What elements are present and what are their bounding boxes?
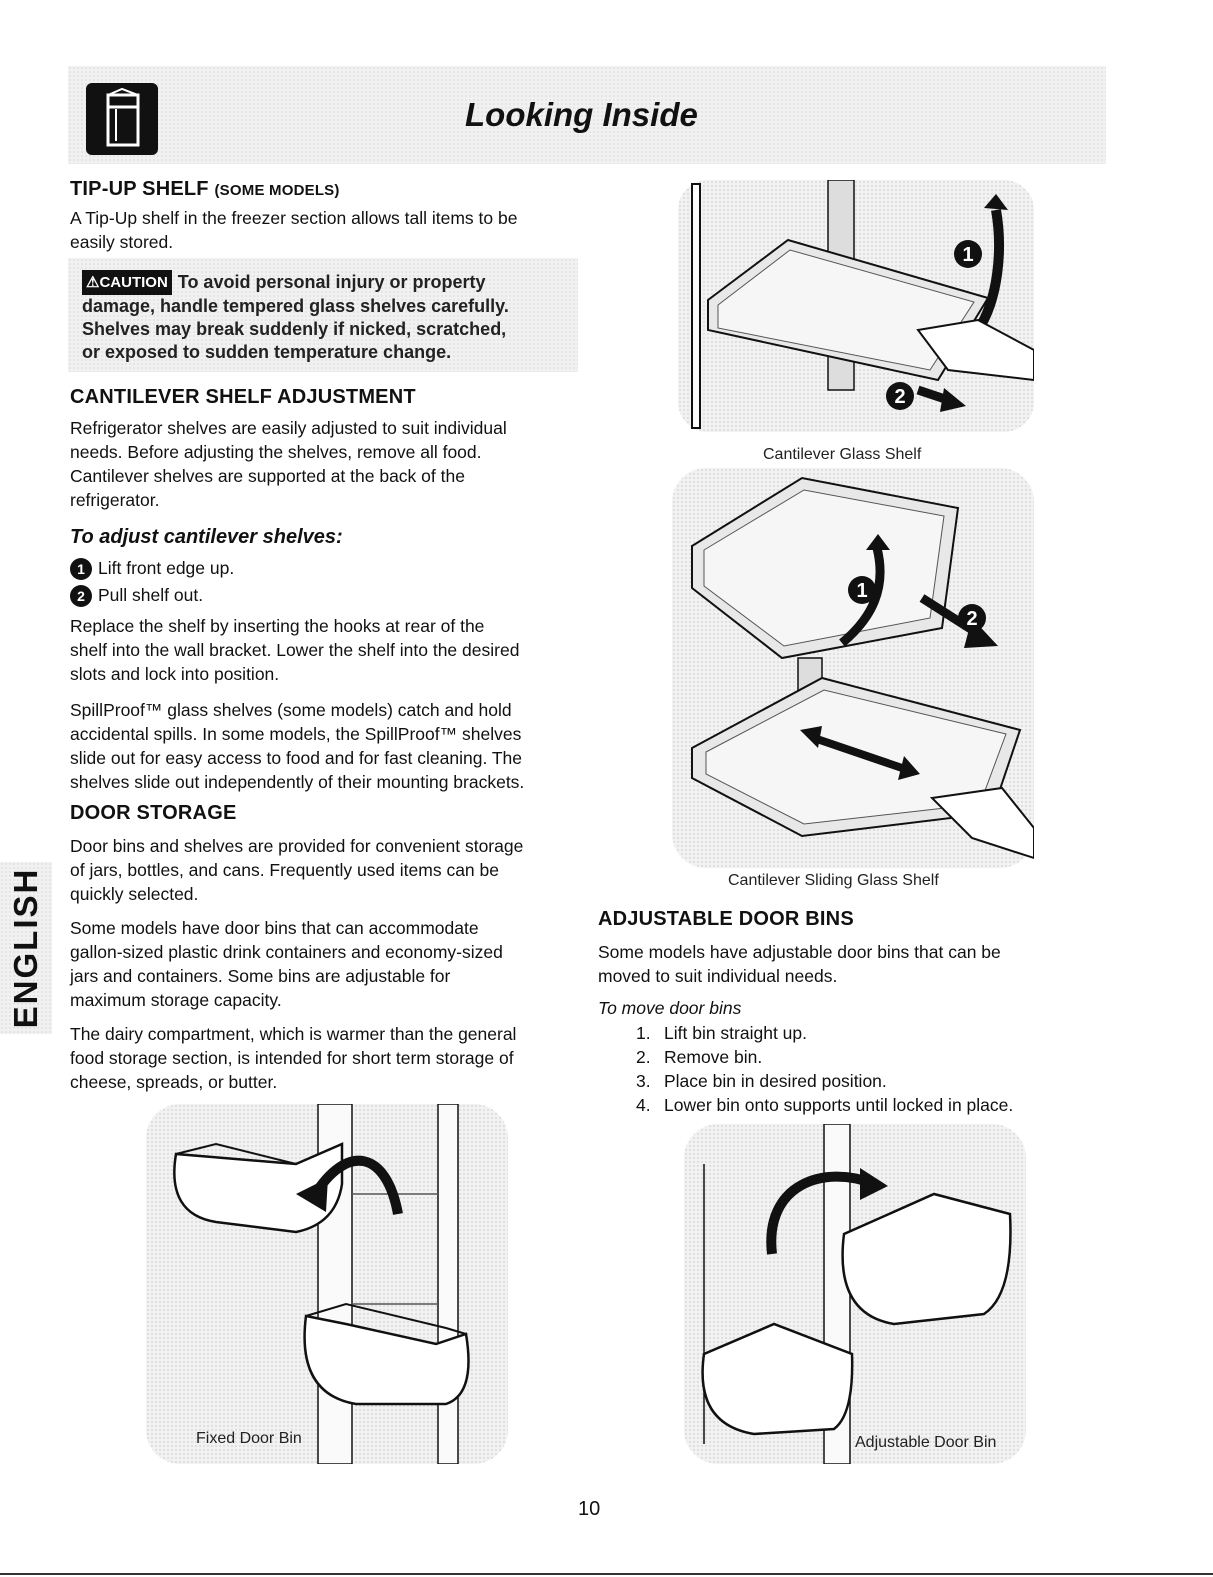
cantilever-body-line: Refrigerator shelves are easily adjusted to suit individual [70,418,507,438]
step-text: Lift bin straight up. [664,1023,807,1043]
caution-badge [82,270,172,295]
cantilever-glass-shelf-illustration [678,180,1034,432]
caution-line: or exposed to sudden temperature change. [82,342,452,362]
step-text: Lower bin onto supports until locked in place. [664,1095,1014,1115]
adjustable-door-bin-illustration [684,1124,1026,1464]
tip-up-body-line: easily stored. [70,232,174,252]
step-number: 4. [636,1095,651,1115]
adjustable-bins-step [636,1047,762,1068]
caution-line: To avoid personal injury or property [177,272,486,292]
cantilever-step [70,558,234,582]
door-storage-p3-line: cheese, spreads, or butter. [70,1072,278,1092]
spillproof-line: accidental spills. In some models, the SpillProof™ shelves [70,724,522,744]
cantilever-body-line: Cantilever shelves are supported at the back of the [70,466,465,486]
step-text: Remove bin. [664,1047,763,1067]
figure-marker: 2 [894,386,906,408]
adjustable-bins-step [636,1023,807,1044]
step-text: Pull shelf out. [98,585,204,605]
door-storage-p2-line: jars and containers. Some bins are adjustable for [70,966,451,986]
cantilever-heading: CANTILEVER SHELF ADJUSTMENT [70,386,416,408]
figure-caption: Cantilever Sliding Glass Shelf [728,872,939,889]
cantilever-subheading: To adjust cantilever shelves: [70,526,343,548]
door-storage-p3-line: food storage section, is intended for short term storage of [70,1048,514,1068]
adjustable-bins-subheading: To move door bins [598,998,742,1018]
replace-line: shelf into the wall bracket. Lower the shelf into the desired [70,640,520,660]
replace-line: slots and lock into position. [70,664,280,684]
step-text: Place bin in desired position. [664,1071,887,1091]
figure-marker: 1 [962,244,974,266]
figure-marker: 2 [966,608,978,630]
adjustable-bins-body-line: moved to suit individual needs. [598,966,838,986]
tip-up-heading-small: (SOME MODELS) [214,182,340,199]
door-storage-p2-line: gallon-sized plastic drink containers and economy-sized [70,942,503,962]
door-storage-heading: DOOR STORAGE [70,802,237,824]
language-tab-label-wrap [0,862,52,1034]
door-storage-p2-line: maximum storage capacity. [70,990,282,1010]
adjustable-bins-step [636,1095,1013,1116]
tip-up-heading-text: TIP-UP SHELF [70,178,209,200]
figure-caption: Adjustable Door Bin [855,1434,997,1451]
door-storage-p3-line: The dairy compartment, which is warmer than the general [70,1024,517,1044]
cantilever-step [70,585,203,609]
tip-up-body-line: A Tip-Up shelf in the freezer section allows tall items to be [70,208,518,228]
door-storage-p1-line: quickly selected. [70,884,199,904]
step-number-badge: 1 [70,558,92,580]
door-storage-p1-line: of jars, bottles, and cans. Frequently used items can be [70,860,499,880]
warning-triangle-icon: ⚠ [86,274,100,291]
caution-line: Shelves may break suddenly if nicked, scratched, [82,319,507,339]
spillproof-line: slide out for easy access to food and for fast cleaning. The [70,748,523,768]
tip-up-heading [70,178,340,201]
caution-line: damage, handle tempered glass shelves carefully. [82,296,509,316]
page-number: 10 [578,1498,601,1520]
step-text: Lift front edge up. [98,558,235,578]
figure-caption: Fixed Door Bin [196,1430,302,1447]
cantilever-sliding-glass-shelf-illustration [672,468,1034,868]
step-number: 3. [636,1071,651,1091]
spillproof-line: shelves slide out independently of their mounting brackets. [70,772,525,792]
caution-box [68,258,578,372]
fixed-door-bin-illustration [146,1104,508,1464]
caution-badge-label: CAUTION [99,274,168,291]
cantilever-body-line: needs. Before adjusting the shelves, remove all food. [70,442,482,462]
bottom-rule [0,1573,1213,1575]
page-title: Looking Inside [465,96,698,133]
figure-marker: 1 [856,580,868,602]
step-number: 1. [636,1023,651,1043]
caution-text [82,270,568,364]
adjustable-bins-body-line: Some models have adjustable door bins that can be [598,942,1001,962]
cantilever-body-line: refrigerator. [70,490,160,510]
door-storage-p1-line: Door bins and shelves are provided for convenient storage [70,836,524,856]
step-number-badge: 2 [70,585,92,607]
language-tab-label: ENGLISH [7,867,44,1029]
replace-line: Replace the shelf by inserting the hooks at rear of the [70,616,485,636]
spillproof-line: SpillProof™ glass shelves (some models) catch and hold [70,700,512,720]
adjustable-bins-step [636,1071,887,1092]
step-number: 2. [636,1047,651,1067]
adjustable-bins-heading: ADJUSTABLE DOOR BINS [598,908,854,930]
refrigerator-icon [86,83,158,155]
door-storage-p2-line: Some models have door bins that can accommodate [70,918,479,938]
figure-caption: Cantilever Glass Shelf [763,446,922,463]
